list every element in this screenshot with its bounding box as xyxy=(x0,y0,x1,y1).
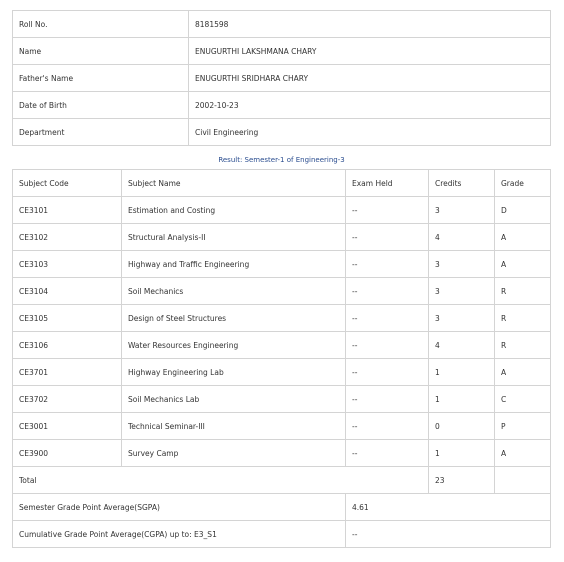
total-grade-empty xyxy=(495,467,551,494)
header-credits: Credits xyxy=(429,170,495,197)
student-info-table xyxy=(12,10,551,146)
subject-name-cell: Technical Seminar-III xyxy=(122,413,346,440)
total-credits: 23 xyxy=(429,467,495,494)
subject-code-cell: CE3102 xyxy=(13,224,122,251)
cgpa-value: -- xyxy=(346,521,551,548)
subject-code-cell: CE3701 xyxy=(13,359,122,386)
credits-cell: 3 xyxy=(429,278,495,305)
grade-cell: R xyxy=(495,278,551,305)
exam-held-cell: -- xyxy=(346,359,429,386)
table-row xyxy=(13,278,551,305)
info-row-roll xyxy=(13,11,551,38)
father-value: ENUGURTHI SRIDHARA CHARY xyxy=(189,65,551,92)
credits-cell: 3 xyxy=(429,305,495,332)
table-row xyxy=(13,386,551,413)
subject-code-cell: CE3101 xyxy=(13,197,122,224)
sgpa-row xyxy=(13,494,551,521)
exam-held-cell: -- xyxy=(346,305,429,332)
subject-code-cell: CE3106 xyxy=(13,332,122,359)
roll-label: Roll No. xyxy=(13,11,189,38)
subject-code-cell: CE3702 xyxy=(13,386,122,413)
exam-held-cell: -- xyxy=(346,332,429,359)
department-value: Civil Engineering xyxy=(189,119,551,146)
department-label: Department xyxy=(13,119,189,146)
exam-held-cell: -- xyxy=(346,278,429,305)
table-row xyxy=(13,440,551,467)
subject-name-cell: Water Resources Engineering xyxy=(122,332,346,359)
total-label: Total xyxy=(13,467,429,494)
table-row xyxy=(13,359,551,386)
info-row-department xyxy=(13,119,551,146)
cgpa-row xyxy=(13,521,551,548)
sgpa-value: 4.61 xyxy=(346,494,551,521)
table-row xyxy=(13,332,551,359)
table-row xyxy=(13,197,551,224)
subject-name-cell: Design of Steel Structures xyxy=(122,305,346,332)
exam-held-cell: -- xyxy=(346,251,429,278)
exam-held-cell: -- xyxy=(346,386,429,413)
sgpa-label: Semester Grade Point Average(SGPA) xyxy=(13,494,346,521)
grade-cell: A xyxy=(495,359,551,386)
credits-cell: 1 xyxy=(429,386,495,413)
exam-held-cell: -- xyxy=(346,413,429,440)
name-label: Name xyxy=(13,38,189,65)
header-exam-held: Exam Held xyxy=(346,170,429,197)
credits-cell: 4 xyxy=(429,224,495,251)
grade-cell: P xyxy=(495,413,551,440)
cgpa-label: Cumulative Grade Point Average(CGPA) up to: E3_S1 xyxy=(13,521,346,548)
grade-cell: R xyxy=(495,305,551,332)
dob-value: 2002-10-23 xyxy=(189,92,551,119)
results-table xyxy=(12,169,551,548)
exam-held-cell: -- xyxy=(346,224,429,251)
subject-code-cell: CE3001 xyxy=(13,413,122,440)
results-header-row xyxy=(13,170,551,197)
subject-code-cell: CE3103 xyxy=(13,251,122,278)
info-row-father xyxy=(13,65,551,92)
header-subject-name: Subject Name xyxy=(122,170,346,197)
credits-cell: 1 xyxy=(429,359,495,386)
credits-cell: 4 xyxy=(429,332,495,359)
table-row xyxy=(13,224,551,251)
grade-cell: A xyxy=(495,251,551,278)
subject-name-cell: Highway and Traffic Engineering xyxy=(122,251,346,278)
header-subject-code: Subject Code xyxy=(13,170,122,197)
subject-name-cell: Estimation and Costing xyxy=(122,197,346,224)
table-row xyxy=(13,305,551,332)
credits-cell: 3 xyxy=(429,251,495,278)
father-label: Father's Name xyxy=(13,65,189,92)
dob-label: Date of Birth xyxy=(13,92,189,119)
subject-rows xyxy=(13,197,551,467)
roll-value: 8181598 xyxy=(189,11,551,38)
grade-cell: D xyxy=(495,197,551,224)
subject-code-cell: CE3105 xyxy=(13,305,122,332)
grade-cell: C xyxy=(495,386,551,413)
grade-cell: A xyxy=(495,440,551,467)
subject-code-cell: CE3900 xyxy=(13,440,122,467)
header-grade: Grade xyxy=(495,170,551,197)
subject-name-cell: Soil Mechanics Lab xyxy=(122,386,346,413)
subject-name-cell: Structural Analysis-II xyxy=(122,224,346,251)
total-row xyxy=(13,467,551,494)
grade-cell: A xyxy=(495,224,551,251)
credits-cell: 1 xyxy=(429,440,495,467)
grade-cell: R xyxy=(495,332,551,359)
name-value: ENUGURTHI LAKSHMANA CHARY xyxy=(189,38,551,65)
exam-held-cell: -- xyxy=(346,440,429,467)
exam-held-cell: -- xyxy=(346,197,429,224)
table-row xyxy=(13,251,551,278)
table-row xyxy=(13,413,551,440)
credits-cell: 0 xyxy=(429,413,495,440)
result-caption: Result: Semester-1 of Engineering-3 xyxy=(218,156,345,164)
subject-name-cell: Survey Camp xyxy=(122,440,346,467)
credits-cell: 3 xyxy=(429,197,495,224)
info-row-dob xyxy=(13,92,551,119)
info-row-name xyxy=(13,38,551,65)
subject-code-cell: CE3104 xyxy=(13,278,122,305)
subject-name-cell: Soil Mechanics xyxy=(122,278,346,305)
subject-name-cell: Highway Engineering Lab xyxy=(122,359,346,386)
